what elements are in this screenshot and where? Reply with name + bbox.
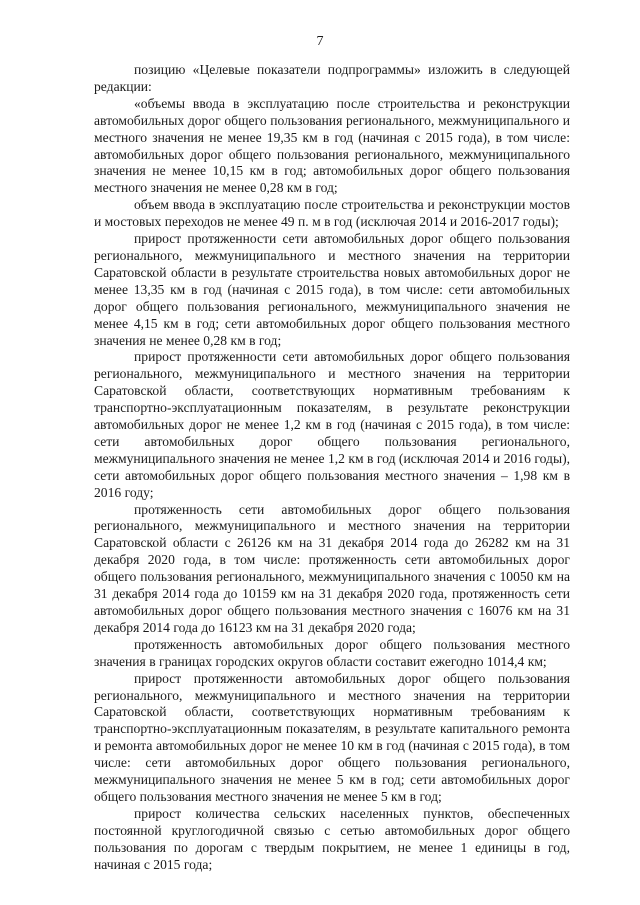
paragraph-bridge-commissioning: объем ввода в эксплуатацию после строительства и реконструкции мостов и мостовых переходов не менее 49 п. м в год (исключая 2014 и 2016-2017 годы); xyxy=(94,197,570,230)
paragraph-network-growth-construction: прирост протяженности сети автомобильных дорог общего пользования регионального, межмуниципального и местного значения на территории Саратовской области в результате строительства новых автомобильных дорог не менее 13,35 км в год (начиная с 2015 года), в том числе: сети автомобильных дорог общего пользования регионального, межмуниципального значения не менее 4,15 км в год; сети автомобильных дорог общего пользования местного значения не менее 0,28 км в год; xyxy=(94,231,570,348)
paragraph-network-length: протяженность сети автомобильных дорог общего пользования регионального, межмуниципального и местного значения на территории Саратовской области с 26126 км на 31 декабря 2014 года до 26282 км на 31 декабря 2020 года, в том числе: протяженность сети автомобильных дорог общего пользования регионального, межмуниципального значения с 10050 км на 31 декабря 2014 года до 10159 км на 31 декабря 2020 года, протяженность сети автомобильных дорог общего пользования местного значения с 16076 км на 31 декабря 2014 года до 16123 км на 31 декабря 2020 года; xyxy=(94,501,570,635)
paragraph-road-commissioning: «объемы ввода в эксплуатацию после строительства и реконструкции автомобильных дорог общего пользования регионального, межмуниципального и местного значения не менее 19,35 км в год (начиная с 2015 года), в том числе: автомобильных дорог общего пользования регионального, межмуниципального значения не менее 10,15 км в год; автомобильных дорог общего пользования местного значения не менее 0,28 км в год; xyxy=(94,95,570,196)
paragraph-repair-growth: прирост протяженности автомобильных дорог общего пользования регионального, межмуниципального и местного значения на территории Саратовской области, соответствующих нормативным требованиям к транспортно-эксплуатационным показателям, в результате капитального ремонта и ремонта автомобильных дорог не менее 10 км в год (начиная с 2015 года), в том числе: сети автомобильных дорог общего пользования регионального, межмуниципального значения не менее 5 км в год; сети автомобильных дорог общего пользования местного значения не менее 5 км в год; xyxy=(94,670,570,804)
paragraph-rural-settlements: прирост количества сельских населенных пунктов, обеспеченных постоянной круглогодичной связью с сетью автомобильных дорог общего пользования по дорогам с твердым покрытием, не менее 1 единицы в год, начиная с 2015 года; xyxy=(94,805,570,872)
document-body xyxy=(94,62,570,874)
paragraph-intro: позицию «Целевые показатели подпрограммы» изложить в следующей редакции: xyxy=(94,62,570,94)
paragraph-network-growth-reconstruction: прирост протяженности сети автомобильных дорог общего пользования регионального, межмуниципального и местного значения на территории Саратовской области, соответствующих нормативным требованиям к транспортно-эксплуатационным показателям, в результате реконструкции автомобильных дорог не менее 1,2 км в год (начиная с 2015 года), в том числе: сети автомобильных дорог общего пользования регионального, межмуниципального значения не менее 1,2 км в год (исключая 2014 и 2016 годы), сети автомобильных дорог общего пользования местного значения – 1,98 км в 2016 году; xyxy=(94,349,570,500)
paragraph-urban-roads-length: протяженность автомобильных дорог общего пользования местного значения в границах городских округов области составит ежегодно 1014,4 км; xyxy=(94,636,570,669)
page-number: 7 xyxy=(316,34,324,49)
